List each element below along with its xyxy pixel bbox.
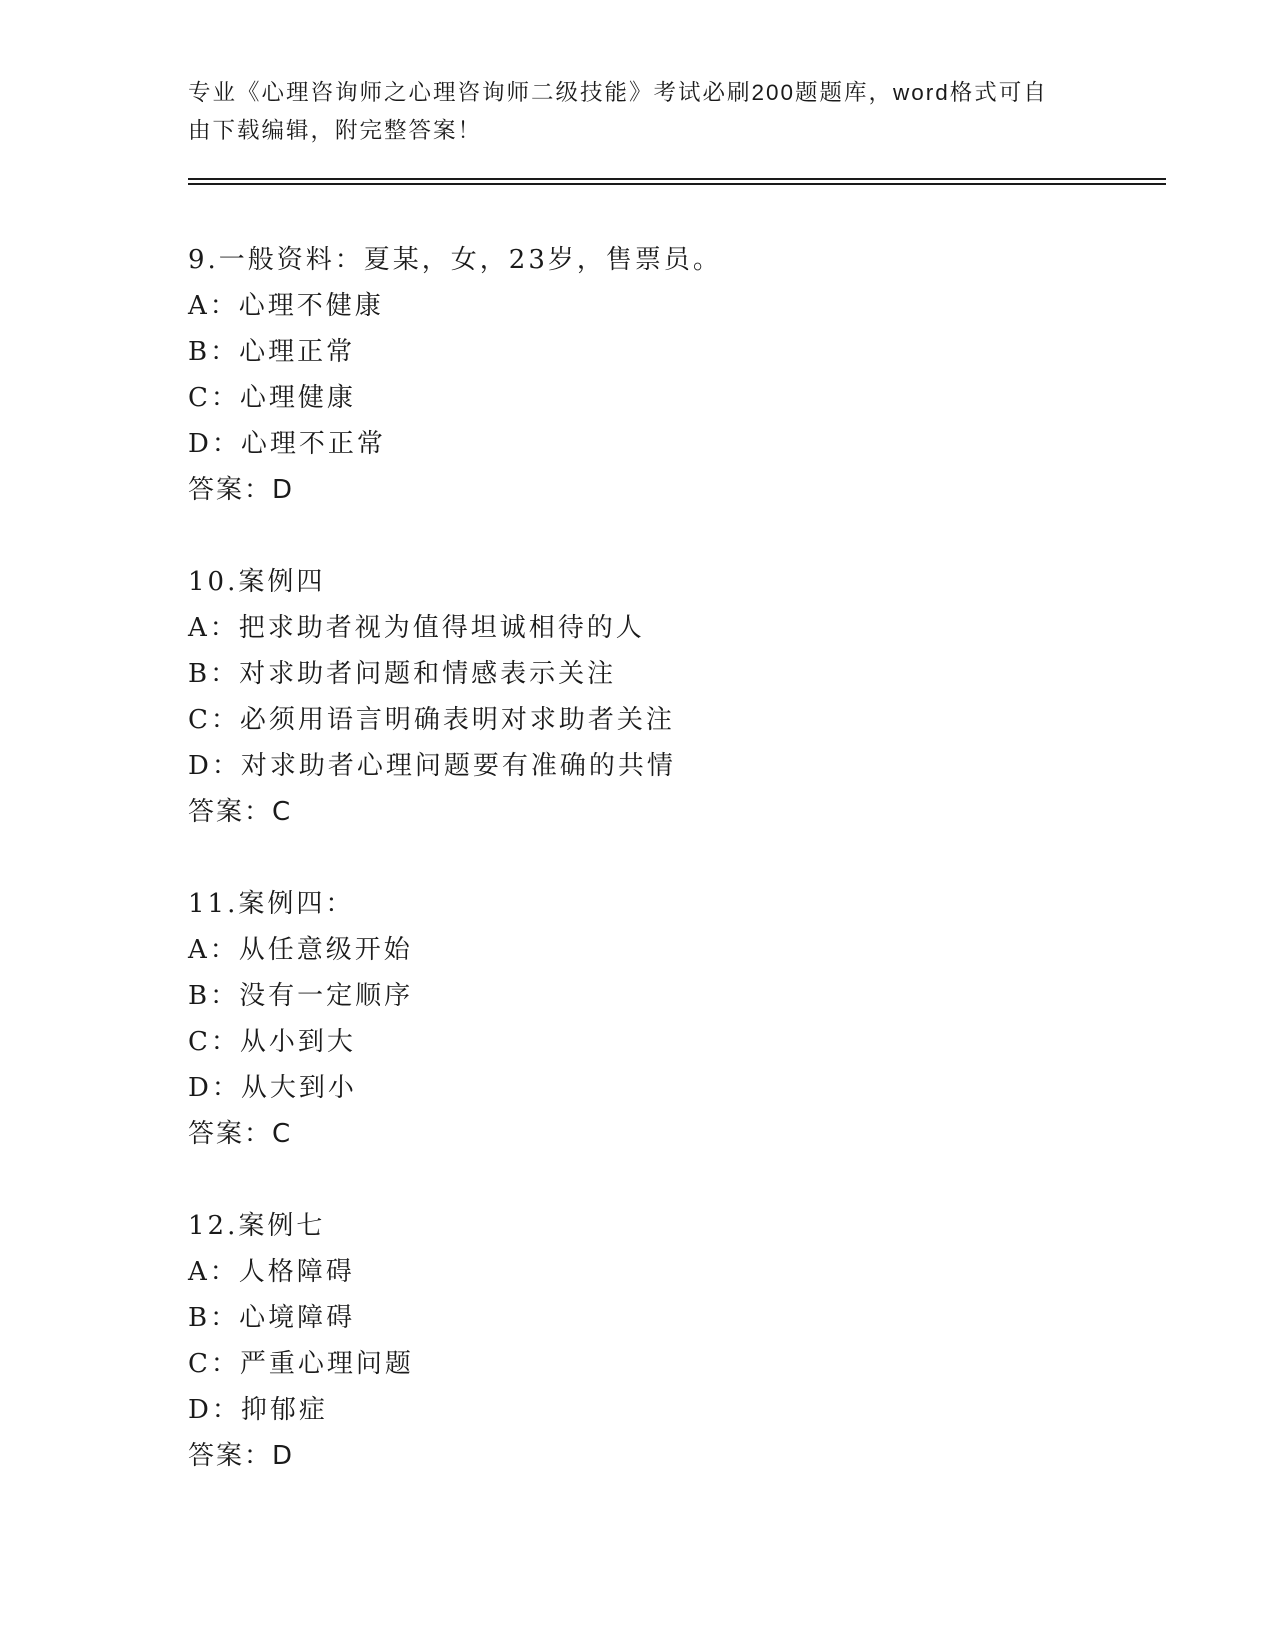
option-c: C：从小到大 — [188, 1027, 356, 1057]
answer-line: 答案：D — [188, 475, 295, 505]
question-stem: 11.案例四： — [188, 889, 355, 919]
option-c: C：严重心理问题 — [188, 1349, 414, 1379]
option-a: A：从任意级开始 — [188, 935, 413, 965]
option-c: C：必须用语言明确表明对求助者关注 — [188, 705, 675, 735]
question-block — [188, 237, 1088, 513]
option-b: B：心境障碍 — [188, 1303, 356, 1333]
option-d: D：对求助者心理问题要有准确的共情 — [188, 751, 676, 781]
option-d: D：从大到小 — [188, 1073, 357, 1103]
option-a: A：心理不健康 — [188, 291, 384, 321]
option-b: B：心理正常 — [188, 337, 356, 367]
question-block — [188, 881, 1088, 1157]
header-divider-bottom — [188, 183, 1166, 185]
header-line-2: 由下载编辑，附完整答案！ — [188, 118, 483, 143]
header-line-1: 专业《心理咨询师之心理咨询师二级技能》考试必刷200题题库，word格式可自 — [188, 80, 1048, 105]
option-d: D：抑郁症 — [188, 1395, 328, 1425]
option-a: A：人格障碍 — [188, 1257, 355, 1287]
answer-line: 答案：D — [188, 1441, 295, 1471]
question-stem: 10.案例四 — [188, 567, 326, 597]
question-block — [188, 559, 1088, 835]
answer-line: 答案：C — [188, 797, 293, 827]
option-b: B：没有一定顺序 — [188, 981, 414, 1011]
option-b: B：对求助者问题和情感表示关注 — [188, 659, 617, 689]
question-stem: 12.案例七 — [188, 1211, 326, 1241]
option-d: D：心理不正常 — [188, 429, 386, 459]
question-stem: 9.一般资料：夏某，女，23岁，售票员。 — [188, 245, 722, 275]
answer-line: 答案：C — [188, 1119, 293, 1149]
option-a: A：把求助者视为值得坦诚相待的人 — [188, 613, 645, 643]
option-c: C：心理健康 — [188, 383, 356, 413]
question-block — [188, 1203, 1088, 1479]
header-divider-top — [188, 178, 1166, 180]
document-header — [188, 74, 1068, 150]
